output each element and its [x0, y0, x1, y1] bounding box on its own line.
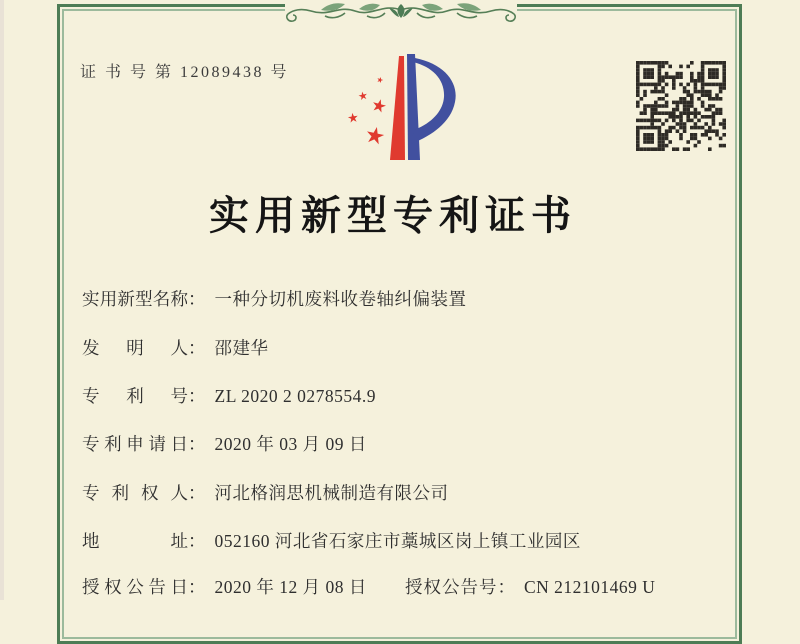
- field-pair-grant-publication-number: [405, 574, 655, 599]
- field-value: 邵建华: [214, 338, 269, 358]
- field-value: 河北格润思机械制造有限公司: [214, 483, 449, 503]
- field-row-patentee: [82, 480, 742, 504]
- certificate-title: 实用新型专利证书: [209, 193, 577, 238]
- field-colon: ：: [188, 434, 206, 454]
- field-row-grant-date: [82, 574, 742, 598]
- field-value: CN 212101469 U: [524, 577, 656, 597]
- field-value: 052160 河北省石家庄市藁城区岗上镇工业园区: [214, 531, 581, 551]
- patent-office-logo-icon: [335, 48, 465, 166]
- field-row-inventor: [82, 335, 742, 359]
- field-colon: ：: [188, 577, 206, 597]
- field-label: 授权公告日: [82, 577, 188, 597]
- field-colon: ：: [188, 531, 206, 551]
- field-value: 一种分切机废料收卷轴纠偏装置: [214, 289, 467, 309]
- field-label: 发 明 人: [82, 338, 188, 358]
- field-value: 2020 年 03 月 09 日: [214, 434, 367, 454]
- field-label: 授权公告号: [405, 577, 498, 597]
- certificate-number: 证 书 号 第 12089438 号: [80, 64, 290, 81]
- field-colon: ：: [188, 289, 206, 309]
- field-label: 专 利 权 人: [82, 483, 188, 503]
- field-row-address: [82, 528, 742, 552]
- field-label: 实用新型名称: [82, 289, 188, 309]
- qr-code: [636, 61, 726, 151]
- field-value: ZL 2020 2 0278554.9: [214, 386, 376, 406]
- field-value: 2020 年 12 月 08 日: [214, 577, 367, 597]
- field-row-utility-model-name: [82, 286, 742, 310]
- field-colon: ：: [188, 483, 206, 503]
- field-colon: ：: [188, 386, 206, 406]
- flourish-ornament-icon: [285, 0, 517, 30]
- field-row-patent-number: [82, 383, 742, 407]
- field-label: 专 利 号: [82, 386, 188, 406]
- field-colon: ：: [497, 577, 515, 597]
- scan-edge: [0, 0, 4, 600]
- field-label: 专利申请日: [82, 434, 188, 454]
- field-row-filing-date: [82, 431, 742, 455]
- field-label: 地 址: [82, 531, 188, 551]
- field-colon: ：: [188, 338, 206, 358]
